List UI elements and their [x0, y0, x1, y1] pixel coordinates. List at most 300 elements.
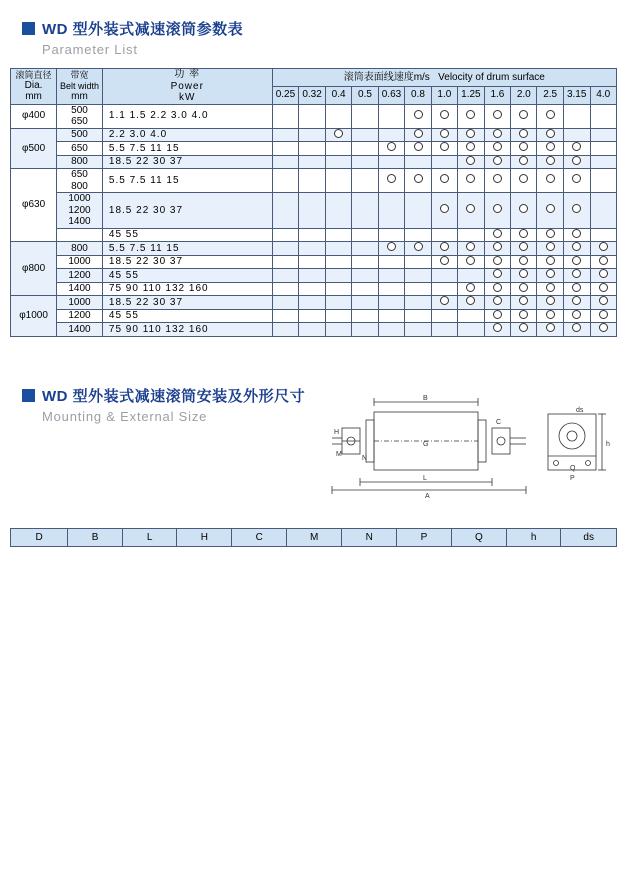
header-speed-4: 0.63	[378, 86, 405, 104]
cell-power: 5.5 7.5 11 15	[102, 169, 272, 193]
cell-belt-width: 1000	[57, 255, 103, 269]
header-speed-8: 1.6	[484, 86, 510, 104]
cell-speed-mark-7	[458, 282, 485, 296]
cell-speed-mark-0	[272, 228, 299, 242]
svg-text:h: h	[606, 441, 610, 448]
availability-dot-icon	[519, 323, 528, 332]
availability-dot-icon	[387, 174, 396, 183]
table-row	[11, 169, 617, 193]
section-heading-parameter-list	[22, 18, 243, 57]
cell-speed-mark-9	[511, 269, 537, 283]
cell-speed-mark-5	[405, 193, 431, 229]
cell-speed-mark-11	[563, 323, 590, 337]
table-row	[11, 228, 617, 242]
availability-dot-icon	[546, 204, 555, 213]
cell-speed-mark-0	[272, 128, 299, 142]
header-velocity: 滚筒表面线速度m/s Velocity of drum surface	[272, 69, 616, 87]
cell-speed-mark-11	[563, 228, 590, 242]
cell-speed-mark-1	[299, 269, 326, 283]
cell-speed-mark-9	[511, 309, 537, 323]
cell-belt-width: 1200	[57, 269, 103, 283]
table-row	[11, 282, 617, 296]
header-ds: ds	[561, 529, 617, 547]
cell-speed-mark-0	[272, 169, 299, 193]
header-q: Q	[451, 529, 506, 547]
availability-dot-icon	[519, 174, 528, 183]
cell-speed-mark-1	[299, 255, 326, 269]
cell-speed-mark-11	[563, 255, 590, 269]
cell-power: 75 90 110 132 160	[102, 323, 272, 337]
svg-text:M: M	[336, 451, 342, 458]
cell-speed-mark-1	[299, 104, 326, 128]
cell-speed-mark-5	[405, 309, 431, 323]
availability-dot-icon	[572, 174, 581, 183]
availability-dot-icon	[546, 296, 555, 305]
availability-dot-icon	[519, 310, 528, 319]
cell-power: 18.5 22 30 37	[102, 155, 272, 169]
availability-dot-icon	[519, 283, 528, 292]
cell-speed-mark-11	[563, 296, 590, 310]
cell-speed-mark-5	[405, 282, 431, 296]
cell-speed-mark-4	[378, 269, 405, 283]
availability-dot-icon	[466, 256, 475, 265]
availability-dot-icon	[546, 256, 555, 265]
cell-speed-mark-3	[352, 255, 378, 269]
availability-dot-icon	[599, 323, 608, 332]
cell-speed-mark-0	[272, 269, 299, 283]
cell-speed-mark-1	[299, 128, 326, 142]
table-header-row	[11, 529, 617, 547]
cell-speed-mark-7	[458, 128, 485, 142]
heading-1-title-en: Parameter List	[42, 42, 138, 57]
cell-speed-mark-6	[431, 193, 457, 229]
availability-dot-icon	[466, 142, 475, 151]
cell-speed-mark-8	[484, 128, 510, 142]
cell-speed-mark-9	[511, 155, 537, 169]
svg-text:C: C	[496, 419, 502, 426]
availability-dot-icon	[572, 256, 581, 265]
header-p: P	[397, 529, 452, 547]
cell-speed-mark-5	[405, 269, 431, 283]
cell-speed-mark-0	[272, 193, 299, 229]
cell-speed-mark-4	[378, 323, 405, 337]
availability-dot-icon	[519, 296, 528, 305]
availability-dot-icon	[572, 269, 581, 278]
svg-text:Q: Q	[570, 465, 576, 472]
availability-dot-icon	[519, 110, 528, 119]
cell-speed-mark-12	[590, 323, 617, 337]
cell-speed-mark-1	[299, 193, 326, 229]
cell-speed-mark-4	[378, 309, 405, 323]
cell-speed-mark-11	[563, 142, 590, 156]
availability-dot-icon	[493, 204, 502, 213]
availability-dot-icon	[414, 129, 423, 138]
availability-dot-icon	[519, 156, 528, 165]
cell-speed-mark-7	[458, 323, 485, 337]
header-d: D	[11, 529, 68, 547]
cell-speed-mark-9	[511, 228, 537, 242]
cell-speed-mark-8	[484, 142, 510, 156]
availability-dot-icon	[440, 129, 449, 138]
cell-belt-width	[57, 228, 103, 242]
table-row	[11, 104, 617, 128]
availability-dot-icon	[466, 129, 475, 138]
availability-dot-icon	[387, 142, 396, 151]
availability-dot-icon	[493, 256, 502, 265]
availability-dot-icon	[334, 129, 343, 138]
cell-speed-mark-6	[431, 128, 457, 142]
cell-speed-mark-8	[484, 269, 510, 283]
cell-belt-width: 500	[57, 128, 103, 142]
availability-dot-icon	[493, 110, 502, 119]
bullet-square-icon	[22, 22, 35, 35]
availability-dot-icon	[546, 310, 555, 319]
cell-speed-mark-4	[378, 128, 405, 142]
availability-dot-icon	[493, 229, 502, 238]
table-row	[11, 255, 617, 269]
cell-diameter: φ630	[11, 169, 57, 242]
cell-speed-mark-1	[299, 309, 326, 323]
svg-text:L: L	[423, 475, 427, 482]
cell-speed-mark-5	[405, 242, 431, 256]
cell-speed-mark-5	[405, 296, 431, 310]
cell-speed-mark-8	[484, 323, 510, 337]
cell-speed-mark-8	[484, 296, 510, 310]
cell-speed-mark-4	[378, 142, 405, 156]
availability-dot-icon	[414, 174, 423, 183]
cell-speed-mark-10	[537, 255, 563, 269]
availability-dot-icon	[387, 242, 396, 251]
availability-dot-icon	[519, 269, 528, 278]
cell-speed-mark-10	[537, 323, 563, 337]
cell-speed-mark-6	[431, 282, 457, 296]
availability-dot-icon	[493, 269, 502, 278]
cell-speed-mark-8	[484, 309, 510, 323]
cell-speed-mark-3	[352, 269, 378, 283]
header-power: 功 率 Power kW	[102, 69, 272, 105]
cell-speed-mark-7	[458, 193, 485, 229]
table-row	[11, 323, 617, 337]
cell-speed-mark-4	[378, 242, 405, 256]
cell-speed-mark-5	[405, 104, 431, 128]
availability-dot-icon	[572, 310, 581, 319]
availability-dot-icon	[546, 229, 555, 238]
cell-diameter: φ500	[11, 128, 57, 169]
svg-text:B: B	[423, 395, 428, 402]
cell-speed-mark-2	[325, 296, 351, 310]
cell-speed-mark-2	[325, 155, 351, 169]
availability-dot-icon	[572, 296, 581, 305]
availability-dot-icon	[546, 142, 555, 151]
cell-speed-mark-0	[272, 323, 299, 337]
cell-speed-mark-12	[590, 142, 617, 156]
cell-speed-mark-2	[325, 104, 351, 128]
cell-speed-mark-6	[431, 255, 457, 269]
cell-speed-mark-5	[405, 323, 431, 337]
cell-speed-mark-11	[563, 169, 590, 193]
cell-speed-mark-3	[352, 169, 378, 193]
availability-dot-icon	[519, 242, 528, 251]
cell-speed-mark-1	[299, 282, 326, 296]
availability-dot-icon	[572, 323, 581, 332]
availability-dot-icon	[599, 283, 608, 292]
header-l: L	[122, 529, 177, 547]
parameter-table	[10, 68, 617, 337]
cell-speed-mark-3	[352, 193, 378, 229]
cell-speed-mark-4	[378, 296, 405, 310]
cell-speed-mark-8	[484, 104, 510, 128]
cell-speed-mark-10	[537, 309, 563, 323]
availability-dot-icon	[493, 296, 502, 305]
cell-speed-mark-3	[352, 104, 378, 128]
availability-dot-icon	[493, 174, 502, 183]
cell-speed-mark-7	[458, 169, 485, 193]
availability-dot-icon	[493, 129, 502, 138]
header-speed-2: 0.4	[325, 86, 351, 104]
cell-speed-mark-7	[458, 296, 485, 310]
heading-2-title-cn: WD 型外装式减速滚筒安装及外形尺寸	[42, 388, 306, 405]
cell-speed-mark-3	[352, 155, 378, 169]
availability-dot-icon	[519, 256, 528, 265]
availability-dot-icon	[599, 242, 608, 251]
availability-dot-icon	[440, 296, 449, 305]
header-speed-0: 0.25	[272, 86, 299, 104]
cell-speed-mark-4	[378, 169, 405, 193]
header-h: H	[177, 529, 232, 547]
section-heading-mounting-size	[22, 385, 305, 424]
header-m: M	[287, 529, 342, 547]
availability-dot-icon	[599, 310, 608, 319]
header-b: B	[68, 529, 123, 547]
cell-speed-mark-9	[511, 323, 537, 337]
cell-speed-mark-1	[299, 142, 326, 156]
cell-speed-mark-6	[431, 169, 457, 193]
cell-speed-mark-11	[563, 193, 590, 229]
cell-speed-mark-10	[537, 142, 563, 156]
availability-dot-icon	[440, 242, 449, 251]
availability-dot-icon	[466, 204, 475, 213]
cell-speed-mark-12	[590, 282, 617, 296]
cell-speed-mark-3	[352, 309, 378, 323]
cell-speed-mark-7	[458, 104, 485, 128]
cell-speed-mark-1	[299, 155, 326, 169]
header-speed-7: 1.25	[458, 86, 485, 104]
cell-speed-mark-4	[378, 155, 405, 169]
cell-speed-mark-9	[511, 128, 537, 142]
cell-speed-mark-6	[431, 104, 457, 128]
cell-belt-width: 650 800	[57, 169, 103, 193]
cell-speed-mark-7	[458, 309, 485, 323]
cell-speed-mark-4	[378, 193, 405, 229]
cell-speed-mark-8	[484, 242, 510, 256]
availability-dot-icon	[572, 142, 581, 151]
cell-speed-mark-0	[272, 296, 299, 310]
cell-speed-mark-11	[563, 155, 590, 169]
availability-dot-icon	[466, 110, 475, 119]
heading-1-title-cn: WD 型外装式减速滚筒参数表	[42, 21, 244, 38]
cell-belt-width: 1000 1200 1400	[57, 193, 103, 229]
cell-speed-mark-3	[352, 228, 378, 242]
availability-dot-icon	[599, 269, 608, 278]
cell-speed-mark-5	[405, 169, 431, 193]
availability-dot-icon	[546, 174, 555, 183]
availability-dot-icon	[493, 310, 502, 319]
bullet-square-icon	[22, 389, 35, 402]
cell-speed-mark-6	[431, 155, 457, 169]
cell-speed-mark-1	[299, 169, 326, 193]
cell-speed-mark-11	[563, 269, 590, 283]
dimension-table	[10, 528, 617, 547]
cell-speed-mark-8	[484, 193, 510, 229]
availability-dot-icon	[440, 204, 449, 213]
availability-dot-icon	[572, 229, 581, 238]
cell-speed-mark-11	[563, 309, 590, 323]
cell-power: 5.5 7.5 11 15	[102, 142, 272, 156]
cell-speed-mark-12	[590, 193, 617, 229]
svg-text:A: A	[425, 493, 430, 500]
cell-power: 1.1 1.5 2.2 3.0 4.0	[102, 104, 272, 128]
cell-speed-mark-12	[590, 104, 617, 128]
cell-speed-mark-4	[378, 282, 405, 296]
cell-diameter: φ1000	[11, 296, 57, 337]
cell-speed-mark-8	[484, 255, 510, 269]
cell-speed-mark-5	[405, 228, 431, 242]
availability-dot-icon	[440, 256, 449, 265]
cell-speed-mark-6	[431, 242, 457, 256]
cell-speed-mark-12	[590, 242, 617, 256]
table-row	[11, 128, 617, 142]
drum-dimension-diagram	[330, 390, 620, 500]
cell-speed-mark-11	[563, 104, 590, 128]
availability-dot-icon	[466, 283, 475, 292]
availability-dot-icon	[572, 242, 581, 251]
cell-speed-mark-2	[325, 282, 351, 296]
availability-dot-icon	[572, 156, 581, 165]
cell-speed-mark-2	[325, 269, 351, 283]
availability-dot-icon	[414, 142, 423, 151]
cell-speed-mark-8	[484, 282, 510, 296]
cell-power: 18.5 22 30 37	[102, 296, 272, 310]
cell-speed-mark-2	[325, 193, 351, 229]
cell-power: 2.2 3.0 4.0	[102, 128, 272, 142]
cell-speed-mark-9	[511, 193, 537, 229]
availability-dot-icon	[546, 323, 555, 332]
cell-speed-mark-1	[299, 228, 326, 242]
cell-speed-mark-10	[537, 169, 563, 193]
header-diameter: 滚筒直径 Dia. mm	[11, 69, 57, 105]
cell-speed-mark-2	[325, 255, 351, 269]
availability-dot-icon	[546, 110, 555, 119]
availability-dot-icon	[519, 129, 528, 138]
cell-speed-mark-1	[299, 296, 326, 310]
svg-text:ds: ds	[576, 407, 584, 414]
availability-dot-icon	[546, 129, 555, 138]
cell-speed-mark-10	[537, 282, 563, 296]
cell-power: 18.5 22 30 37	[102, 193, 272, 229]
header-c: C	[232, 529, 287, 547]
cell-speed-mark-11	[563, 282, 590, 296]
drum-diagram-svg	[330, 390, 620, 500]
cell-speed-mark-6	[431, 269, 457, 283]
cell-belt-width: 1000	[57, 296, 103, 310]
cell-speed-mark-12	[590, 269, 617, 283]
cell-speed-mark-11	[563, 128, 590, 142]
cell-speed-mark-9	[511, 104, 537, 128]
availability-dot-icon	[546, 269, 555, 278]
availability-dot-icon	[440, 110, 449, 119]
availability-dot-icon	[466, 242, 475, 251]
cell-speed-mark-12	[590, 169, 617, 193]
cell-speed-mark-3	[352, 296, 378, 310]
heading-2-title-en: Mounting & External Size	[42, 409, 208, 424]
cell-power: 18.5 22 30 37	[102, 255, 272, 269]
availability-dot-icon	[519, 142, 528, 151]
cell-speed-mark-3	[352, 282, 378, 296]
cell-power: 5.5 7.5 11 15	[102, 242, 272, 256]
header-n: N	[342, 529, 397, 547]
table-row	[11, 309, 617, 323]
svg-text:N: N	[362, 455, 368, 462]
cell-belt-width: 800	[57, 242, 103, 256]
cell-speed-mark-6	[431, 323, 457, 337]
table-row	[11, 296, 617, 310]
cell-speed-mark-3	[352, 242, 378, 256]
cell-speed-mark-8	[484, 228, 510, 242]
cell-speed-mark-0	[272, 309, 299, 323]
cell-speed-mark-3	[352, 128, 378, 142]
table-header-row	[11, 69, 617, 87]
cell-speed-mark-2	[325, 309, 351, 323]
cell-speed-mark-0	[272, 242, 299, 256]
cell-belt-width: 650	[57, 142, 103, 156]
header-belt-width: 带宽 Belt width mm	[57, 69, 103, 105]
cell-belt-width: 1200	[57, 309, 103, 323]
availability-dot-icon	[493, 142, 502, 151]
table-row	[11, 142, 617, 156]
cell-speed-mark-0	[272, 142, 299, 156]
availability-dot-icon	[519, 229, 528, 238]
cell-speed-mark-7	[458, 255, 485, 269]
header-speed-1: 0.32	[299, 86, 326, 104]
cell-speed-mark-10	[537, 242, 563, 256]
cell-speed-mark-7	[458, 269, 485, 283]
cell-speed-mark-9	[511, 169, 537, 193]
cell-speed-mark-10	[537, 128, 563, 142]
cell-speed-mark-2	[325, 128, 351, 142]
cell-speed-mark-1	[299, 323, 326, 337]
availability-dot-icon	[572, 283, 581, 292]
cell-speed-mark-9	[511, 242, 537, 256]
svg-text:G: G	[423, 441, 429, 448]
cell-speed-mark-0	[272, 104, 299, 128]
availability-dot-icon	[440, 142, 449, 151]
availability-dot-icon	[414, 242, 423, 251]
cell-speed-mark-2	[325, 169, 351, 193]
table-row	[11, 193, 617, 229]
cell-diameter: φ400	[11, 104, 57, 128]
availability-dot-icon	[493, 323, 502, 332]
cell-speed-mark-1	[299, 242, 326, 256]
cell-speed-mark-6	[431, 142, 457, 156]
cell-speed-mark-10	[537, 296, 563, 310]
cell-speed-mark-4	[378, 104, 405, 128]
cell-speed-mark-4	[378, 255, 405, 269]
cell-speed-mark-9	[511, 296, 537, 310]
cell-speed-mark-8	[484, 155, 510, 169]
cell-speed-mark-5	[405, 255, 431, 269]
availability-dot-icon	[493, 242, 502, 251]
cell-speed-mark-0	[272, 255, 299, 269]
